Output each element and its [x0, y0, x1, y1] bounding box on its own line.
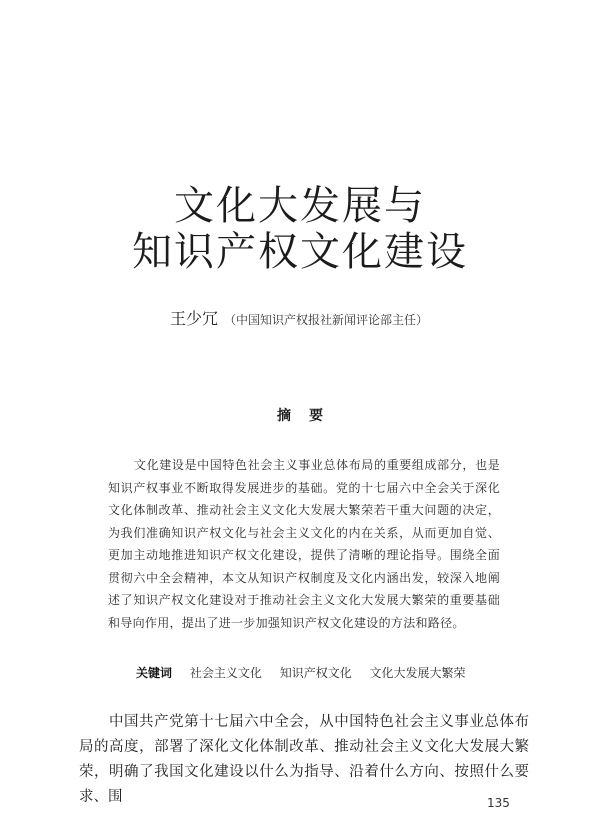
body-paragraph: 中国共产党第十七届六中全会，从中国特色社会主义事业总体布局的高度，部署了深化文化体制改革、推动社会主义文化大发展大繁荣，明确了我国文化建设以什么为指导、沿着什么方向、按照什么要求、围	[79, 714, 529, 805]
page-number: 135	[487, 796, 510, 810]
abstract-heading: 摘要	[277, 408, 341, 424]
keyword-item: 文化大发展大繁荣	[369, 666, 466, 680]
article-title-line2: 知识产权文化建设	[132, 229, 468, 275]
keywords-line	[136, 664, 480, 681]
author-line	[170, 306, 428, 329]
abstract-text: 文化建设是中国特色社会主义事业总体布局的重要组成部分，也是知识产权事业不断取得发展进步的基础。党的十七届六中全会关于深化文化体制改革、推动社会主义文化大发展大繁荣若干重大问题的决定，为我们准确知识产权文化与社会主义文化的内在关系，从而更加自觉、更加主动地推进知识产权文化建设，提供了清晰的理论指导。围绕全面贯彻六中全会精神，本文从知识产权制度及文化内涵出发，较深入地阐述了知识产权文化建设对于推动社会主义文化大发展大繁荣的重要基础和导向作用，提出了进一步加强知识产权文化建设的方法和路径。	[108, 458, 500, 630]
article-title-line1: 文化大发展与	[174, 183, 426, 229]
keywords-label: 关键词	[136, 666, 173, 680]
keyword-item: 社会主义文化	[189, 666, 262, 680]
author-affiliation: （中国知识产权报社新闻评论部主任）	[224, 313, 429, 327]
author-name: 王少冗	[170, 309, 219, 328]
keyword-item: 知识产权文化	[279, 666, 352, 680]
